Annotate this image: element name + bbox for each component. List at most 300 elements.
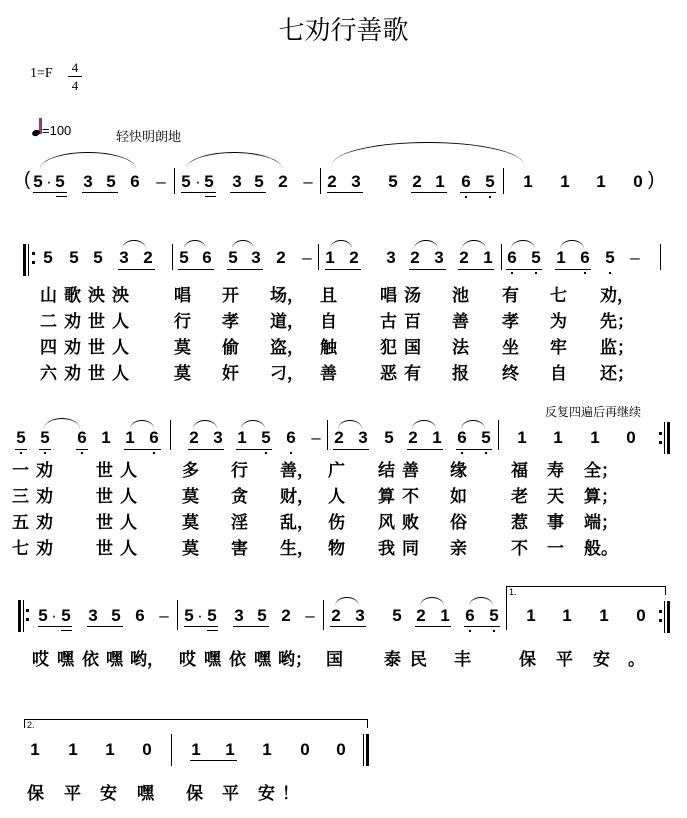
slur [412,420,436,429]
lyric: 如 [450,487,467,507]
note: 5 [392,606,402,625]
lyric: 人 [120,487,137,507]
slur [241,420,265,429]
lyric: 六 [40,364,57,384]
lyric: 善， [280,461,314,481]
note: 1 [125,428,135,447]
underline [56,196,67,197]
lyric: 保 [519,650,536,670]
note: 3 [351,172,361,191]
underline [464,626,500,627]
slur [40,152,136,169]
slur [330,240,352,249]
underline [330,626,366,627]
note: 1 [435,172,445,191]
note: 3 [358,428,368,447]
lyric: 财， [280,487,314,507]
volta-bracket-2 [24,719,368,728]
lyric: 恶 [380,364,397,384]
lyric: 终 [502,364,519,384]
lyric: 人 [120,513,137,533]
lyric: 五 [12,513,29,533]
lyric: 寿 [547,461,564,481]
barline [318,244,319,270]
underline [411,192,447,193]
note-low: 6 [461,172,471,191]
underline [15,449,27,450]
underline [124,449,161,450]
lyric: 物 [328,539,345,559]
dash: – [156,172,166,191]
note: 5 [43,248,53,267]
underline [458,269,494,270]
lyric: 人 [112,312,129,332]
lyric: 莫 [174,338,191,358]
dot: · [46,172,52,191]
lyric: 且 [320,286,337,306]
dash: – [630,248,640,267]
lyric: 劝 [36,461,53,481]
lyric: 依 [82,650,99,670]
note: 1 [523,172,533,191]
lyric: 坐 [502,338,519,358]
note: 3 [434,248,444,267]
underline [460,192,496,193]
note: 5 [184,606,194,625]
lyric: 缘 [450,461,467,481]
note: 2 [412,172,422,191]
lyric: 四 [40,338,57,358]
underline [409,269,446,270]
lyric: 安 [258,784,275,804]
lyric: 百 [404,312,421,332]
lyric: 哎 [179,650,196,670]
lyric: 先； [600,312,634,332]
note-low: 5 [485,172,495,191]
lyric: 亲 [450,539,467,559]
note: 5 [204,172,214,191]
underline [227,269,263,270]
note: 5 [384,428,394,447]
note: 3 [234,606,244,625]
repeat-end-dots [659,610,662,622]
lyric: 劝 [36,513,53,533]
barline [170,420,171,450]
repeat-start-thin [28,244,29,276]
note: 5 [111,606,121,625]
lyric: 害 [231,539,248,559]
lyric: 丰 [454,650,471,670]
slur [130,420,154,429]
note: 1 [553,428,563,447]
note: 3 [83,172,93,191]
note: 3 [232,172,242,191]
underline [87,626,123,627]
lyric: 七 [550,286,567,306]
underline [61,630,72,631]
lyric: 唱 [380,286,397,306]
note: 2 [410,248,420,267]
barline [660,244,661,270]
lyric: 福 [511,461,528,481]
underline [205,196,216,197]
lyric: 开 [222,286,239,306]
note: 6 [130,172,140,191]
lyric: 世 [88,312,105,332]
note: 2 [278,172,288,191]
repeat-start-thick [18,600,21,632]
lyric: 善 [320,364,337,384]
lyric: 保 [27,784,44,804]
lyric: 自 [550,364,567,384]
lyric: 世 [96,539,113,559]
note: 0 [636,606,646,625]
lyric: 嘿 [106,650,123,670]
lyric: 有 [404,364,421,384]
lyric: 事 [547,513,564,533]
note-low: 5 [605,248,615,267]
underline [118,269,155,270]
lyric: 同 [402,539,419,559]
lyric: 报 [452,364,469,384]
slur [338,420,362,429]
lyric: 莫 [182,539,199,559]
volta-bracket-1 [506,586,666,595]
note: 2 [143,248,153,267]
note: 1 [101,428,111,447]
lyric: 触 [320,338,337,358]
note: 2 [408,428,418,447]
lyric: 奸 [222,364,239,384]
barline [172,244,173,270]
note: 5 [55,172,65,191]
lyric: 歌 [64,286,81,306]
note: 5 [257,606,267,625]
dash: – [311,428,321,447]
lyric: 俗 [450,513,467,533]
final-barline-thin [363,734,364,766]
lyric: 算； [584,487,618,507]
note: 5 [69,248,79,267]
underline [184,626,218,627]
lyric: 一 [547,539,564,559]
lyric: 劝 [64,338,81,358]
barline [498,420,499,450]
note: 1 [483,248,493,267]
lyric: 还； [600,364,634,384]
repeat-instruction: 反复四遍后再继续 [545,405,642,419]
lyric: 泰 [384,650,401,670]
underline [178,269,214,270]
note: 5 [207,606,217,625]
lyric: 劝 [64,312,81,332]
lyric: 平 [222,784,239,804]
slur [469,597,493,606]
underline [333,449,369,450]
note: 1 [191,740,201,759]
lyric: 不 [511,539,528,559]
repeat-start-thick [23,244,26,276]
repeat-dots [32,252,35,264]
lyric: 乱， [280,513,314,533]
lyric: 劝， [600,286,634,306]
slur [44,418,80,429]
slur [184,240,206,249]
barline [177,600,178,630]
lyric: 莫 [182,513,199,533]
slur [560,240,584,249]
note-low: 5 [40,428,50,447]
note: 5 [388,172,398,191]
lyric: 善 [402,461,419,481]
volta-label: 2. [27,720,35,730]
lyric: 国 [326,650,343,670]
note: 1 [30,740,40,759]
note: 1 [590,428,600,447]
underline [82,192,118,193]
note-low: 6 [457,428,467,447]
underline [188,449,224,450]
note: 5 [254,172,264,191]
repeat-end-thick [667,422,670,454]
lyric: 安 [593,650,610,670]
lyric: 广 [328,461,345,481]
note: 1 [526,606,536,625]
dash: – [302,248,312,267]
lyric: 端； [584,513,618,533]
lyric: 嘿 [137,784,154,804]
note-low: 5 [16,428,26,447]
lyric: 孝 [502,312,519,332]
note-low: 6 [507,248,517,267]
lyric: 般。 [584,539,618,559]
time-bottom: 4 [71,78,79,93]
note: 1 [68,740,78,759]
note: 1 [225,740,235,759]
note-low: 6 [77,428,87,447]
slur [461,420,485,429]
note: 1 [562,606,572,625]
lyric: 平 [64,784,81,804]
underline [415,626,451,627]
tempo-value: =100 [42,123,72,138]
barline [323,600,324,630]
note: 1 [325,248,335,267]
note: 3 [251,248,261,267]
volta-label: 1. [509,587,517,597]
note: 0 [626,428,636,447]
lyric: 民 [410,650,427,670]
underline [327,192,363,193]
time-divider [68,76,82,77]
note: 5 [181,172,191,191]
lyric: 泱 [112,286,129,306]
slur [420,597,444,606]
dot: · [195,172,201,191]
lyric: 有 [502,286,519,306]
dot: · [197,606,203,625]
slur [414,240,438,249]
song-title: 七劝行善歌 [278,16,409,46]
lyric: 多 [182,461,199,481]
underline [506,269,542,270]
lyric: 嘿 [204,650,221,670]
underline [190,760,237,761]
lyric: 自 [320,312,337,332]
lyric: 法 [452,338,469,358]
lyric: 人 [112,338,129,358]
note: 2 [327,172,337,191]
final-barline-thick [366,734,369,766]
barline [174,168,175,194]
underline [39,449,51,450]
note: 1 [599,606,609,625]
slur [332,142,524,165]
underline [76,449,88,450]
lyric: 世 [96,513,113,533]
lyric: 安 [100,784,117,804]
lyric: 牢 [550,338,567,358]
dot: · [51,606,57,625]
underline [325,269,361,270]
note: 1 [105,740,115,759]
lyric: 世 [88,364,105,384]
lyric: 全； [584,461,618,481]
lyric: 场， [270,286,304,306]
note: 5 [61,606,71,625]
lyric: 偷 [222,338,239,358]
note: 0 [336,740,346,759]
underline [407,449,443,450]
repeat-dots [26,609,29,621]
lyric: 贪 [231,487,248,507]
repeat-start-thin [23,600,24,632]
note: 2 [331,606,341,625]
note: 0 [300,740,310,759]
note: 2 [349,248,359,267]
lyric: 劝 [36,487,53,507]
note: 3 [88,606,98,625]
lyric: 盗， [270,338,304,358]
repeat-end-dots [659,432,662,444]
underline [181,192,216,193]
lyric: 人 [120,461,137,481]
repeat-end-thin [664,422,665,454]
note: 3 [119,248,129,267]
lyric: 唱 [174,286,191,306]
lyric: 莫 [174,364,191,384]
lyric: 行 [231,461,248,481]
lyric: 生， [280,539,314,559]
lyric: 败 [402,513,419,533]
lyric: 古 [380,312,397,332]
note: 1 [440,606,450,625]
lyric: 泱 [88,286,105,306]
lyric: 。 [628,650,645,670]
lyric: 依 [229,650,246,670]
underline [456,449,492,450]
lyric: 监； [600,338,634,358]
note: 0 [633,172,643,191]
lyric: 人 [328,487,345,507]
note: 0 [142,740,152,759]
lyric: 池 [452,286,469,306]
underline [555,269,591,270]
lyric: 为 [550,312,567,332]
lyric: 汤 [404,286,421,306]
lyric: 哟， [130,650,164,670]
note: 5 [106,172,116,191]
lyric: 孝 [222,312,239,332]
lyric: 刁， [270,364,304,384]
note-low: 5 [489,606,499,625]
note-low: 6 [149,428,159,447]
note-low: 5 [481,428,491,447]
repeat-end-thin [664,601,665,633]
lyric: 行 [174,312,191,332]
barline [503,168,504,194]
note: 6 [135,606,145,625]
note: 2 [189,428,199,447]
expression-marking: 轻快明朗地 [116,129,182,144]
lyric: 一 [12,461,29,481]
note: 5 [33,172,43,191]
lyric: 劝 [64,364,81,384]
note: 5 [38,606,48,625]
lyric: 嘿 [254,650,271,670]
quarter-note-icon [32,118,42,138]
note: 1 [237,428,247,447]
note: 2 [416,606,426,625]
note-low: 6 [286,428,296,447]
lyric: 山 [40,286,57,306]
time-top: 4 [71,60,79,75]
note: 5 [93,248,103,267]
note: 2 [334,428,344,447]
slur [122,240,146,249]
lyric: 不 [402,487,419,507]
repeat-end-thick [667,601,670,633]
tempo-marking [32,118,71,138]
note: 1 [556,248,566,267]
barline [171,734,172,766]
note: 2 [459,248,469,267]
lyric: 七 [12,539,29,559]
lyric: 人 [112,364,129,384]
note: 3 [386,248,396,267]
lyric: 惹 [511,513,528,533]
lyric: 天 [547,487,564,507]
lyric: 莫 [182,487,199,507]
note: 6 [202,248,212,267]
lyric: 算 [378,487,395,507]
lyric: 伤 [328,513,345,533]
note-low: 6 [580,248,590,267]
dash: – [159,606,169,625]
lyric: 我 [378,539,395,559]
barline [327,420,328,450]
lyric: 善 [452,312,469,332]
note: 1 [560,172,570,191]
lyric: 保 [186,784,203,804]
lyric: 哟； [278,650,312,670]
note: 2 [281,606,291,625]
lyric: 风 [378,513,395,533]
slur [335,597,359,606]
underline [33,192,67,193]
note: 1 [432,428,442,447]
lyric: 嘿 [57,650,74,670]
